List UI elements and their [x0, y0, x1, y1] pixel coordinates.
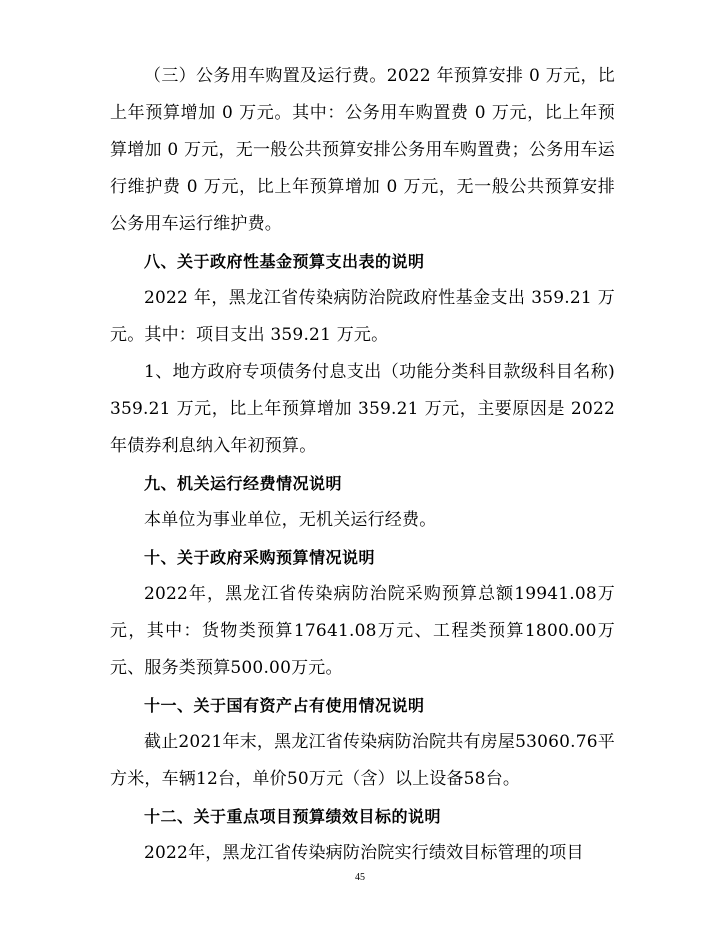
- paragraph-assets: 截止2021年末，黑龙江省传染病防治院共有房屋53060.76平方米，车辆12台，单价50万元（含）以上设备58台。: [110, 732, 615, 789]
- heading-section-8: 八、关于政府性基金预算支出表的说明: [144, 252, 425, 271]
- paragraph-debt-interest: 1、地方政府专项债务付息支出（功能分类科目款级科目名称)359.21 万元，比上年预算增加 359.21 万元，主要原因是 2022 年债券利息纳入年初预算。: [110, 362, 615, 456]
- page-number: 45: [355, 872, 365, 883]
- paragraph-operating-costs: 本单位为事业单位，无机关运行经费。: [144, 510, 437, 530]
- heading-section-11: 十一、关于国有资产占有使用情况说明: [144, 696, 425, 715]
- paragraph-procurement: 2022年，黑龙江省传染病防治院采购预算总额19941.08万元，其中：货物类预算17641.08万元、工程类预算1800.00万元、服务类预算500.00万元。: [110, 584, 615, 678]
- heading-section-10: 十、关于政府采购预算情况说明: [144, 548, 376, 567]
- paragraph-fund-expenditure: 2022 年，黑龙江省传染病防治院政府性基金支出 359.21 万元。其中：项目支出 359.21 万元。: [110, 288, 615, 345]
- heading-section-12: 十二、关于重点项目预算绩效目标的说明: [144, 807, 442, 826]
- heading-section-9: 九、机关运行经费情况说明: [144, 474, 343, 493]
- paragraph-vehicle-costs: （三）公务用车购置及运行费。2022 年预算安排 0 万元，比上年预算增加 0 万元。其中：公务用车购置费 0 万元，比上年预算增加 0 万元，无一般公共预算安排公务用车购置费；公务用车运行维护费 0 万元，比上年预算增加 0 万元，无一般公共预算安排公务用车运行维护费。: [110, 66, 615, 234]
- paragraph-performance-goals: 2022年，黑龙江省传染病防治院实行绩效目标管理的项目: [144, 843, 584, 863]
- document-body: [110, 58, 615, 872]
